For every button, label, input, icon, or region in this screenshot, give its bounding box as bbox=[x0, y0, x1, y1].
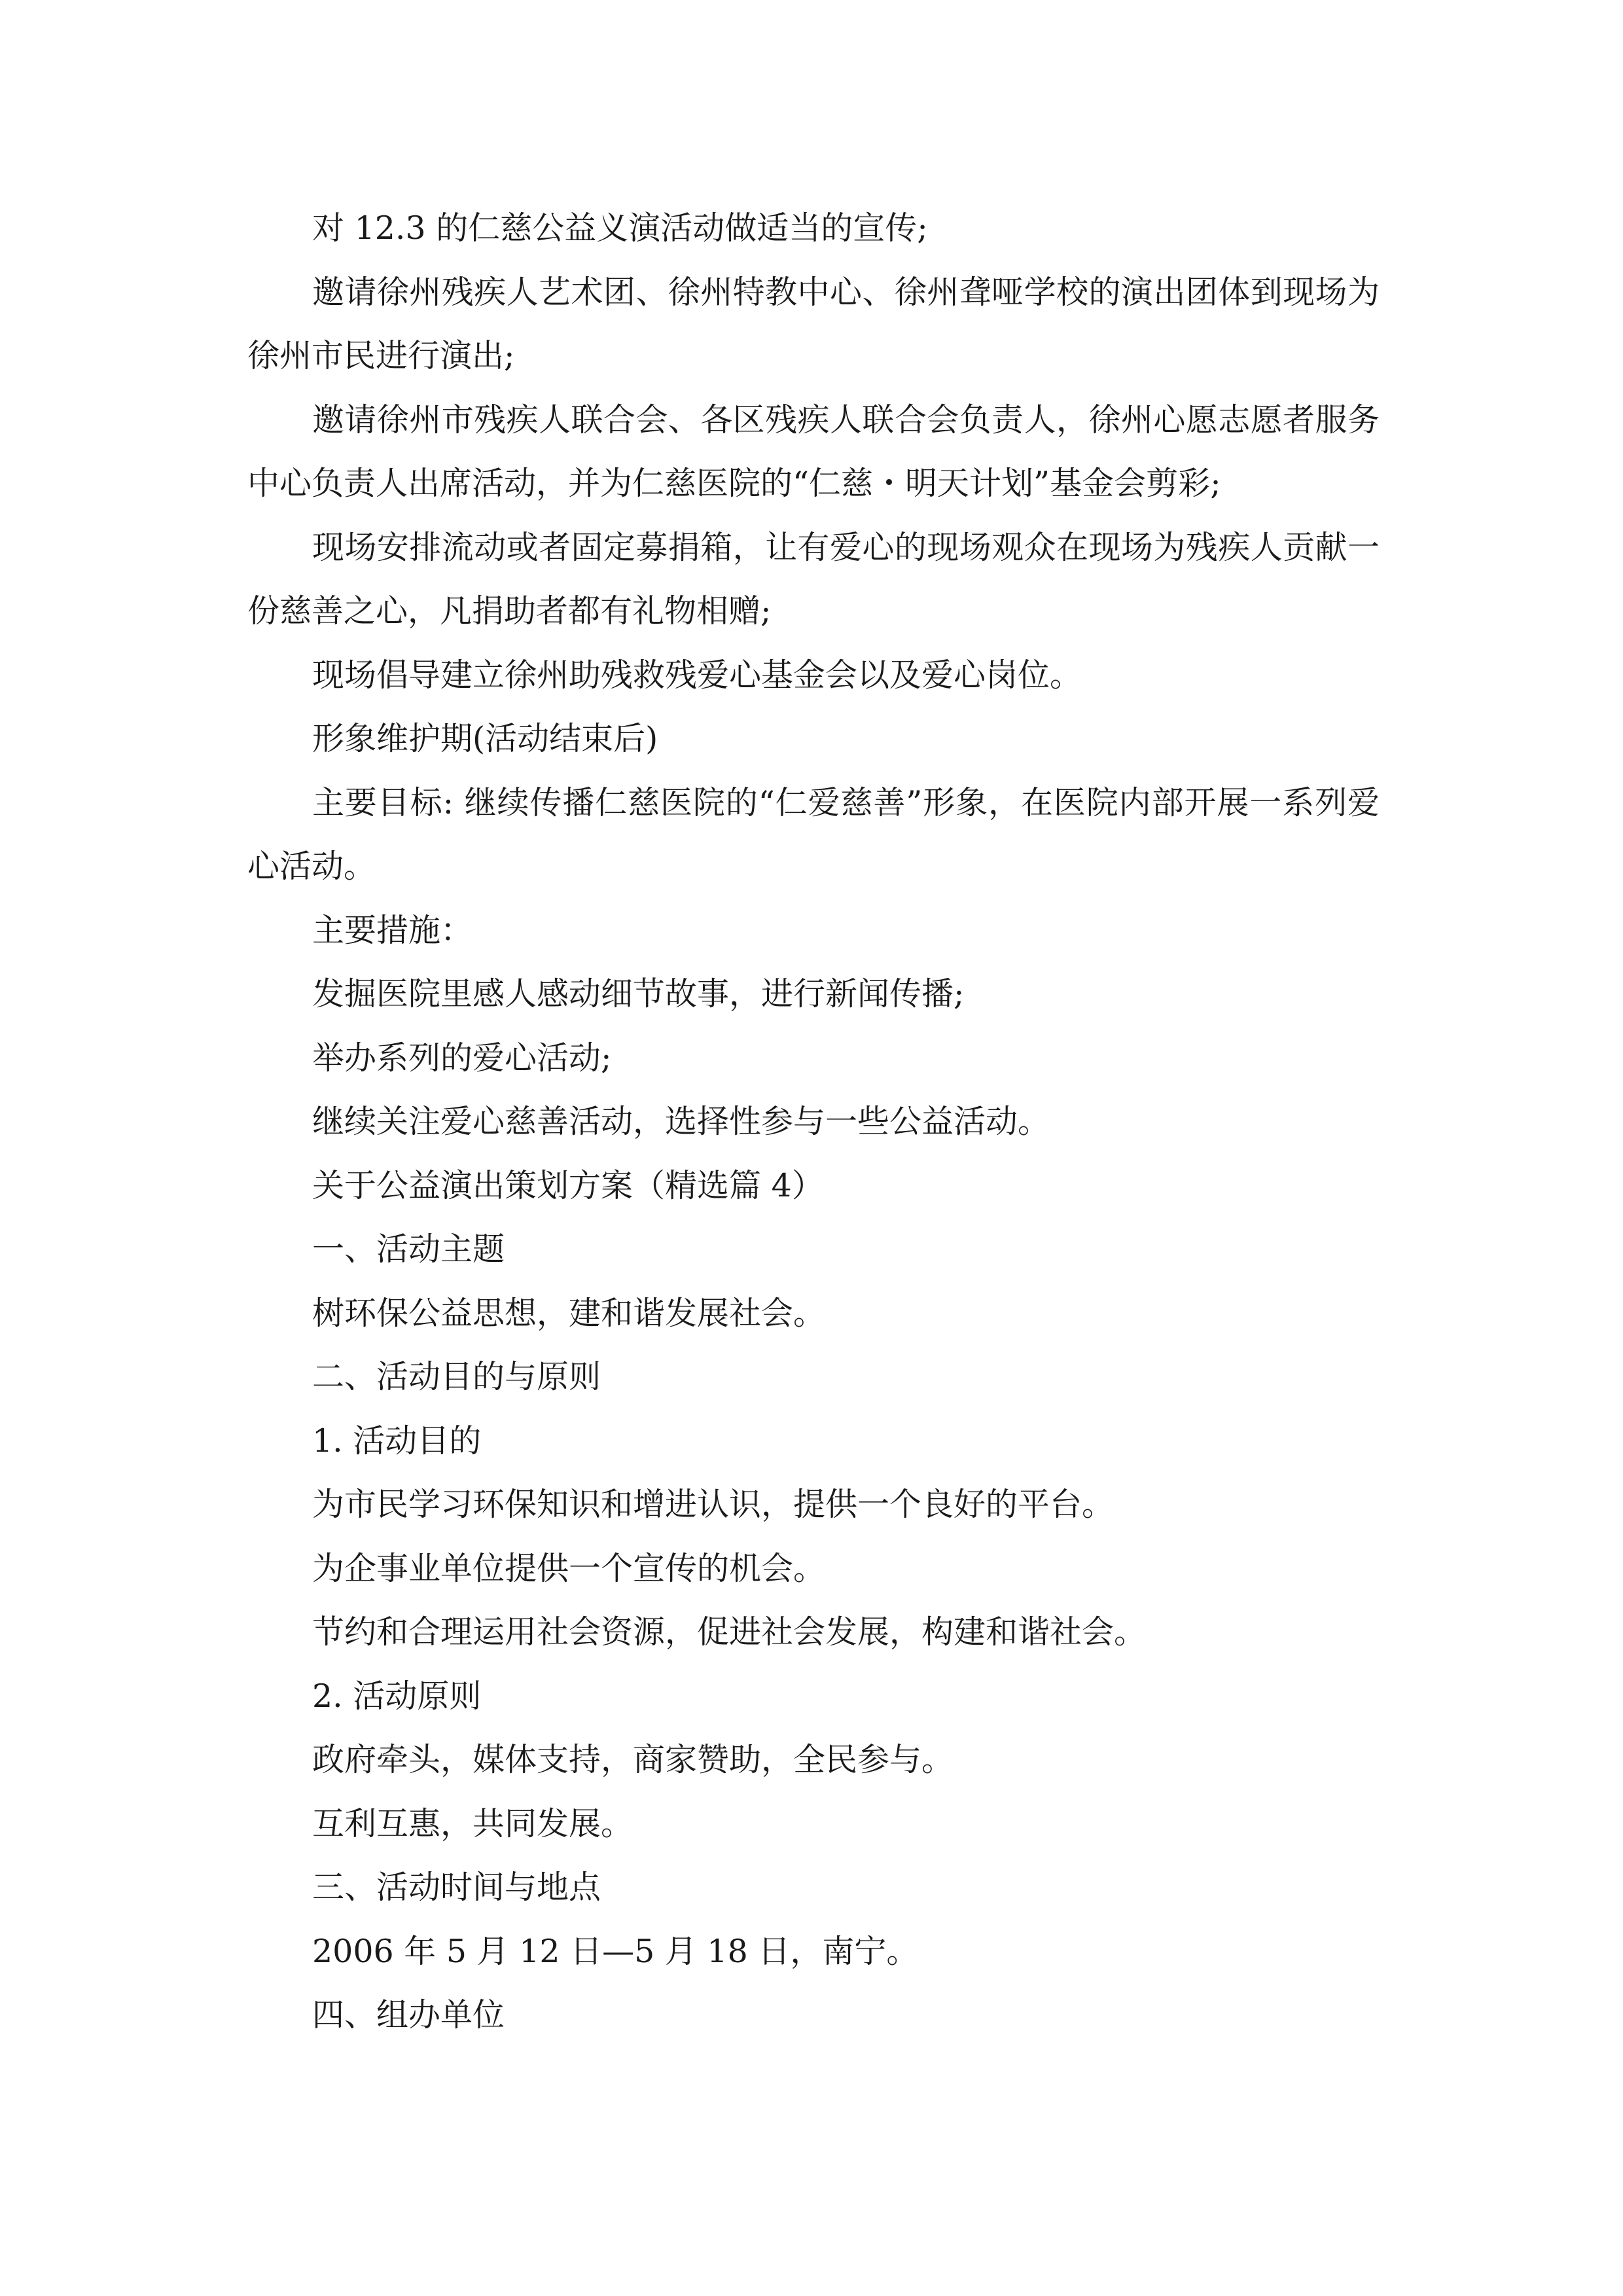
paragraph-main-goal: 主要目标: 继续传播仁慈医院的“仁爱慈善”形象，在医院内部开展一系列爱心活动。 bbox=[247, 783, 1380, 885]
paragraph-image-maintenance: 形象维护期(活动结束后) bbox=[312, 720, 658, 757]
paragraph-purpose-platform: 为市民学习环保知识和增进认识，提供一个良好的平台。 bbox=[312, 1486, 1115, 1523]
heading-purpose-principles: 二、活动目的与原则 bbox=[312, 1358, 601, 1395]
document-body bbox=[247, 196, 1380, 2047]
paragraph-principle-mutual-benefit: 互利互惠，共同发展。 bbox=[312, 1804, 633, 1842]
heading-time-location: 三、活动时间与地点 bbox=[312, 1869, 601, 1906]
paragraph-continue-charity: 继续关注爱心慈善活动，选择性参与一些公益活动。 bbox=[312, 1103, 1050, 1140]
subheading-purpose: 1. 活动目的 bbox=[312, 1422, 482, 1460]
paragraph-purpose-publicity: 为企事业单位提供一个宣传的机会。 bbox=[312, 1549, 826, 1587]
paragraph-time-location: 2006 年 5 月 12 日—5 月 18 日，南宁。 bbox=[312, 1932, 919, 1970]
paragraph-publicity: 对 12.3 的仁慈公益义演活动做适当的宣传; bbox=[312, 209, 928, 247]
subheading-principles: 2. 活动原则 bbox=[312, 1677, 482, 1715]
paragraph-purpose-resources: 节约和合理运用社会资源，促进社会发展，构建和谐社会。 bbox=[312, 1613, 1147, 1651]
paragraph-main-measures: 主要措施： bbox=[312, 911, 473, 949]
heading-organizers: 四、组办单位 bbox=[312, 1996, 505, 2034]
paragraph-donation-boxes: 现场安排流动或者固定募捐箱，让有爱心的现场观众在现场为残疾人贡献一份慈善之心，凡捐助者都有礼物相赠; bbox=[247, 528, 1380, 630]
paragraph-principle-participation: 政府牵头，媒体支持，商家赞助，全民参与。 bbox=[312, 1741, 954, 1778]
paragraph-news-stories: 发掘医院里感人感动细节故事，进行新闻传播; bbox=[312, 975, 965, 1013]
paragraph-fund-proposal: 现场倡导建立徐州助残救残爱心基金会以及爱心岗位。 bbox=[312, 656, 1082, 694]
paragraph-invite-officials: 邀请徐州市残疾人联合会、各区残疾人联合会负责人，徐州心愿志愿者服务中心负责人出席活动，并为仁慈医院的“仁慈・明天计划”基金会剪彩; bbox=[247, 401, 1380, 502]
paragraph-charity-events: 举办系列的爱心活动; bbox=[312, 1039, 612, 1077]
heading-activity-theme: 一、活动主题 bbox=[312, 1230, 505, 1268]
paragraph-invite-performers: 邀请徐州残疾人艺术团、徐州特教中心、徐州聋哑学校的演出团体到现场为徐州市民进行演出; bbox=[247, 273, 1380, 374]
paragraph-theme: 树环保公益思想，建和谐发展社会。 bbox=[312, 1294, 826, 1332]
section-heading-plan-4: 关于公益演出策划方案（精选篇 4） bbox=[312, 1166, 824, 1204]
